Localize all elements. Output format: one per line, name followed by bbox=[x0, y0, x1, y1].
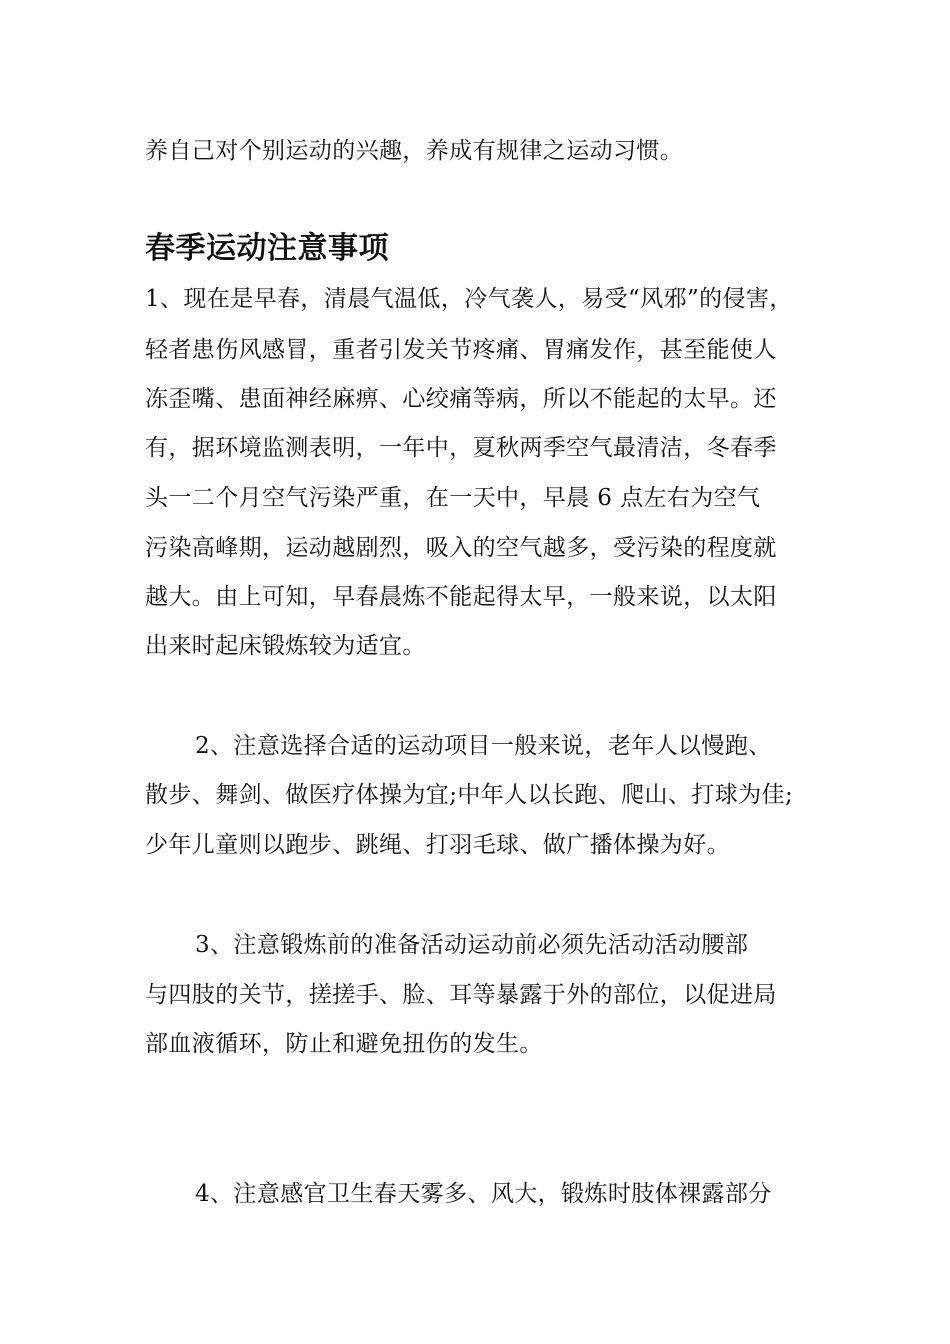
paragraph-line: 少年儿童则以跑步、跳绳、打羽毛球、做广播体操为好。 bbox=[145, 832, 730, 858]
paragraph-line: 污染高峰期，运动越剧烈，吸入的空气越多，受污染的程度就 bbox=[145, 535, 777, 561]
paragraph-line: 4、注意感官卫生春天雾多、风大，锻炼时肢体裸露部分 bbox=[195, 1181, 772, 1207]
paragraph-line: 轻者患伤风感冒，重者引发关节疼痛、胃痛发作，甚至能使人 bbox=[145, 337, 777, 363]
paragraph-line: 与四肢的关节，搓搓手、脸、耳等暴露于外的部位，以促进局 bbox=[145, 982, 777, 1008]
section-heading: 春季运动注意事项 bbox=[145, 231, 389, 266]
intro-line: 养自己对个别运动的兴趣，养成有规律之运动习惯。 bbox=[145, 138, 684, 164]
paragraph-line: 冻歪嘴、患面神经麻痹、心绞痛等病，所以不能起的太早。还 bbox=[145, 386, 777, 412]
paragraph-line: 1、现在是早春，清晨气温低，冷气袭人，易受“风邪”的侵害， bbox=[145, 286, 793, 312]
paragraph-line: 有，据环境监测表明，一年中，夏秋两季空气最清洁，冬春季 bbox=[145, 435, 777, 461]
paragraph-line: 部血液循环，防止和避免扭伤的发生。 bbox=[145, 1031, 543, 1057]
paragraph-line: 头一二个月空气污染严重，在一天中，早晨 6 点左右为空气 bbox=[145, 485, 761, 511]
paragraph-line: 2、注意选择合适的运动项目一般来说，老年人以慢跑、 bbox=[195, 733, 772, 759]
paragraph-line: 3、注意锻炼前的准备活动运动前必须先活动活动腰部 bbox=[195, 932, 749, 958]
paragraph-line: 越大。由上可知，早春晨炼不能起得太早，一般来说，以太阳 bbox=[145, 584, 777, 610]
paragraph-line: 出来时起床锻炼较为适宜。 bbox=[145, 633, 426, 659]
paragraph-line: 散步、舞剑、做医疗体操为宜;中年人以长跑、爬山、打球为佳; bbox=[145, 782, 794, 808]
